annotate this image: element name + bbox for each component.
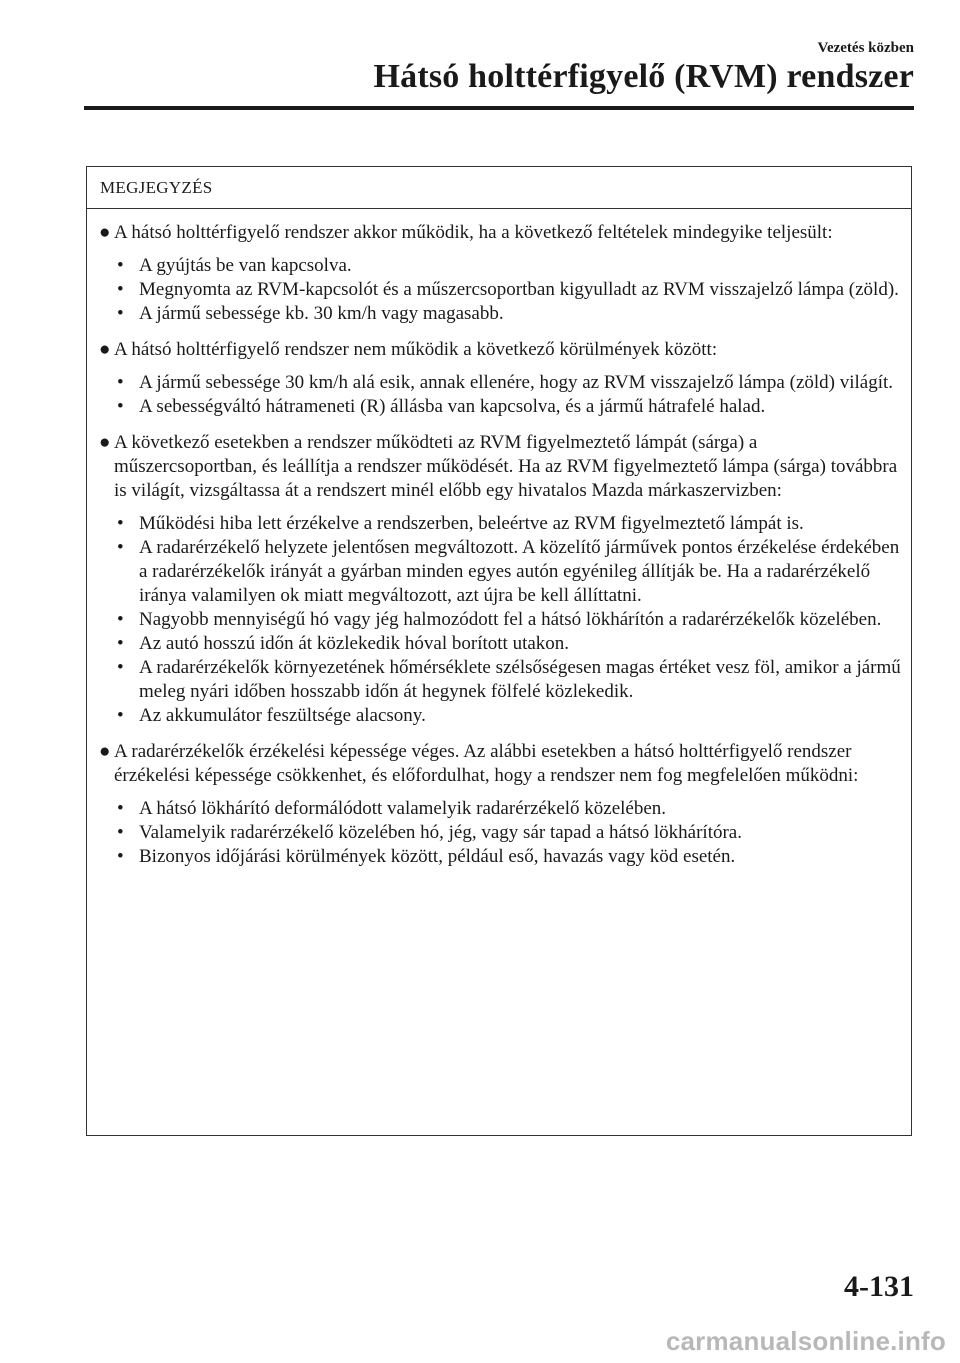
sub-item-text: A radarérzékelők környezetének hőmérséklete szélsőségesen magas értéket vesz föl, amikor a jármű meleg nyári időben hosszabb időn át hegynek fölfelé közlekedik. — [139, 657, 901, 702]
sub-item — [115, 512, 901, 536]
sub-bullet-icon: • — [117, 846, 124, 867]
note-item-text: A hátsó holttérfigyelő rendszer nem működik a következő körülmények között: — [114, 339, 718, 360]
header-rule — [84, 106, 914, 110]
note-heading: MEGJEGYZÉS — [87, 167, 911, 209]
sub-bullet-icon: • — [117, 513, 124, 534]
page-number: 4-131 — [844, 1270, 914, 1303]
sub-item — [115, 371, 901, 395]
sub-item-text: Megnyomta az RVM-kapcsolót és a műszercsoportban kigyulladt az RVM visszajelző lámpa (zöld). — [139, 279, 899, 300]
sub-item-text: Valamelyik radarérzékelő közelében hó, jég, vagy sár tapad a hátsó lökhárítóra. — [139, 822, 742, 843]
sub-item-text: A radarérzékelő helyzete jelentősen megváltozott. A közelítő járművek pontos érzékelése érdekében a radarérzékelők irányát a gyárban minden egyes autón egyénileg állítják be. Ha a radarérzékelő iránya valamilyen ok miatt megváltozott, azt újra be kell állíttatni. — [139, 537, 900, 606]
sub-item — [115, 632, 901, 656]
sub-bullet-icon: • — [117, 396, 124, 417]
sub-item-text: Az autó hosszú időn át közlekedik hóval borított utakon. — [139, 633, 570, 654]
note-item-text: A hátsó holttérfigyelő rendszer akkor működik, ha a következő feltételek mindegyike teljesült: — [114, 222, 833, 243]
sub-list — [115, 797, 901, 869]
sub-item — [115, 536, 901, 608]
sub-bullet-icon: • — [117, 705, 124, 726]
note-item-text: A következő esetekben a rendszer működteti az RVM figyelmeztető lámpát (sárga) a műszercsoportban, és leállítja a rendszer működését. Ha az RVM figyelmeztető lámpa (sárga) továbbra is világít, vizsgáltassa át a rendszert minél előbb egy hivatalos Mazda márkaszervizben: — [114, 432, 898, 501]
sub-item-text: A sebességváltó hátrameneti (R) állásba van kapcsolva, és a jármű hátrafelé halad. — [139, 396, 766, 417]
sub-item — [115, 302, 901, 326]
sub-item — [115, 278, 901, 302]
sub-bullet-icon: • — [117, 657, 124, 678]
sub-item — [115, 845, 901, 869]
sub-item-text: A jármű sebessége 30 km/h alá esik, annak ellenére, hogy az RVM visszajelző lámpa (zöld) világít. — [139, 372, 894, 393]
sub-item — [115, 608, 901, 632]
bullet-icon: ● — [99, 222, 111, 243]
sub-item — [115, 254, 901, 278]
sub-list — [115, 512, 901, 728]
bullet-icon: ● — [99, 741, 111, 762]
sub-bullet-icon: • — [117, 609, 124, 630]
note-item-text: A radarérzékelők érzékelési képessége véges. Az alábbi esetekben a hátsó holttérfigyelő rendszer érzékelési képessége csökkenhet, és előfordulhat, hogy a rendszer nem fog megfelelően működni: — [114, 741, 859, 786]
sub-bullet-icon: • — [117, 372, 124, 393]
sub-item-text: Bizonyos időjárási körülmények között, például eső, havazás vagy köd esetén. — [139, 846, 736, 867]
sub-item-text: A hátsó lökhárító deformálódott valamelyik radarérzékelő közelében. — [139, 798, 667, 819]
note-item — [99, 431, 901, 503]
sub-item-text: A jármű sebessége kb. 30 km/h vagy magasabb. — [139, 303, 504, 324]
sub-bullet-icon: • — [117, 303, 124, 324]
sub-item-text: Nagyobb mennyiségű hó vagy jég halmozódott fel a hátsó lökhárítón a radarérzékelők közelében. — [139, 609, 882, 630]
sub-bullet-icon: • — [117, 537, 124, 558]
sub-bullet-icon: • — [117, 255, 124, 276]
sub-item — [115, 821, 901, 845]
sub-item — [115, 395, 901, 419]
section-label: Vezetés közben — [817, 40, 914, 56]
page-title: Hátsó holttérfigyelő (RVM) rendszer — [373, 58, 914, 95]
note-item — [99, 740, 901, 788]
note-box — [86, 166, 912, 1136]
sub-item — [115, 704, 901, 728]
sub-item — [115, 656, 901, 704]
sub-bullet-icon: • — [117, 279, 124, 300]
sub-item-text: Az akkumulátor feszültsége alacsony. — [139, 705, 426, 726]
note-item — [99, 221, 901, 245]
sub-list — [115, 254, 901, 326]
sub-item — [115, 797, 901, 821]
sub-bullet-icon: • — [117, 798, 124, 819]
bullet-icon: ● — [99, 339, 111, 360]
sub-bullet-icon: • — [117, 822, 124, 843]
sub-item-text: A gyújtás be van kapcsolva. — [139, 255, 352, 276]
sub-bullet-icon: • — [117, 633, 124, 654]
note-body — [87, 209, 911, 869]
note-item — [99, 338, 901, 362]
watermark: carmanualsonline.info — [665, 1326, 946, 1356]
sub-list — [115, 371, 901, 419]
sub-item-text: Működési hiba lett érzékelve a rendszerben, beleértve az RVM figyelmeztető lámpát is. — [139, 513, 804, 534]
bullet-icon: ● — [99, 432, 111, 453]
